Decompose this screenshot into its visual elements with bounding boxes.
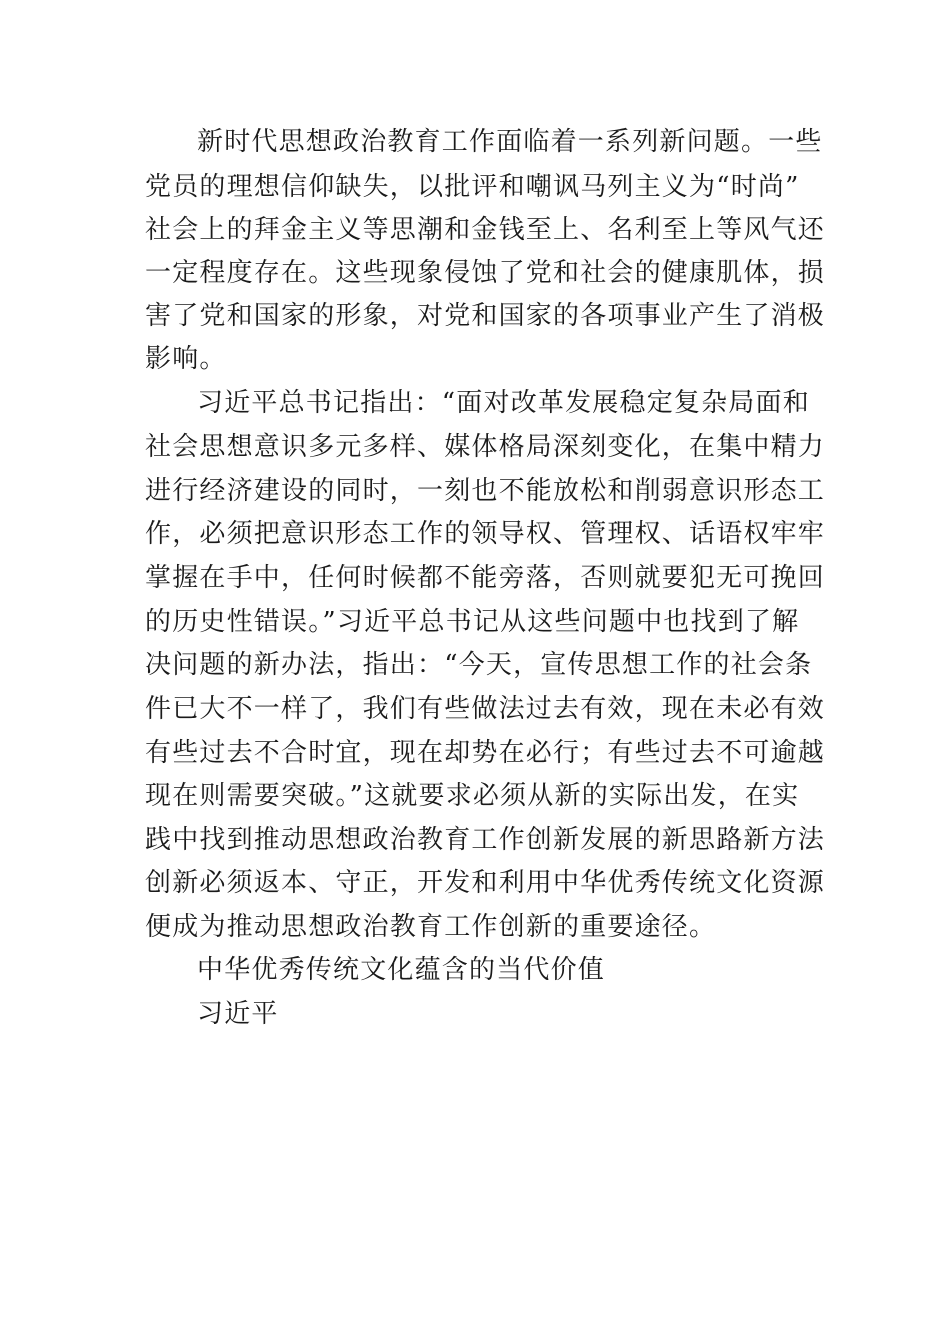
paragraph-2-line-4: 作，必须把意识形态工作的领导权、管理权、话语权牢牢: [145, 519, 826, 549]
paragraph-2-line-13: 便成为推动思想政治教育工作创新的重要途径。: [145, 912, 717, 942]
paragraph-1-line-6: 影响。: [145, 344, 227, 374]
paragraph-2-line-5: 掌握在手中，任何时候都不能旁落，否则就要犯无可挽回: [145, 563, 826, 593]
paragraph-2-line-7: 决问题的新办法，指出：“今天，宣传思想工作的社会条: [145, 650, 813, 680]
paragraph-1-line-5: 害了党和国家的形象，对党和国家的各项事业产生了消极: [145, 301, 826, 331]
paragraph-2-line-3: 进行经济建设的同时，一刻也不能放松和削弱意识形态工: [145, 476, 826, 506]
paragraph-2-line-2: 社会思想意识多元多样、媒体格局深刻变化，在集中精力: [145, 432, 826, 462]
author-name: 习近平: [197, 999, 279, 1029]
paragraph-1-line-1: 新时代思想政治教育工作面临着一系列新问题。一些: [197, 127, 823, 157]
paragraph-1-line-3: 社会上的拜金主义等思潮和金钱至上、名利至上等风气还: [145, 215, 826, 245]
paragraph-1-line-4: 一定程度存在。这些现象侵蚀了党和社会的健康肌体，损: [145, 258, 826, 288]
section-heading: 中华优秀传统文化蕴含的当代价值: [197, 955, 606, 985]
paragraph-2-line-1: 习近平总书记指出：“面对改革发展稳定复杂局面和: [197, 388, 810, 418]
paragraph-2-line-8: 件已大不一样了，我们有些做法过去有效，现在未必有效: [145, 694, 826, 724]
paragraph-2-line-10: 现在则需要突破。”这就要求必须从新的实际出发，在实: [145, 781, 800, 811]
paragraph-2-line-11: 践中找到推动思想政治教育工作创新发展的新思路新方法: [145, 825, 826, 855]
paragraph-2-line-9: 有些过去不合时宜，现在却势在必行；有些过去不可逾越: [145, 738, 826, 768]
paragraph-2-line-6: 的历史性错误。”习近平总书记从这些问题中也找到了解: [145, 607, 800, 637]
paragraph-2-line-12: 创新必须返本、守正，开发和利用中华优秀传统文化资源: [145, 868, 826, 898]
paragraph-1-line-2: 党员的理想信仰缺失，以批评和嘲讽马列主义为“时尚”: [145, 172, 800, 202]
